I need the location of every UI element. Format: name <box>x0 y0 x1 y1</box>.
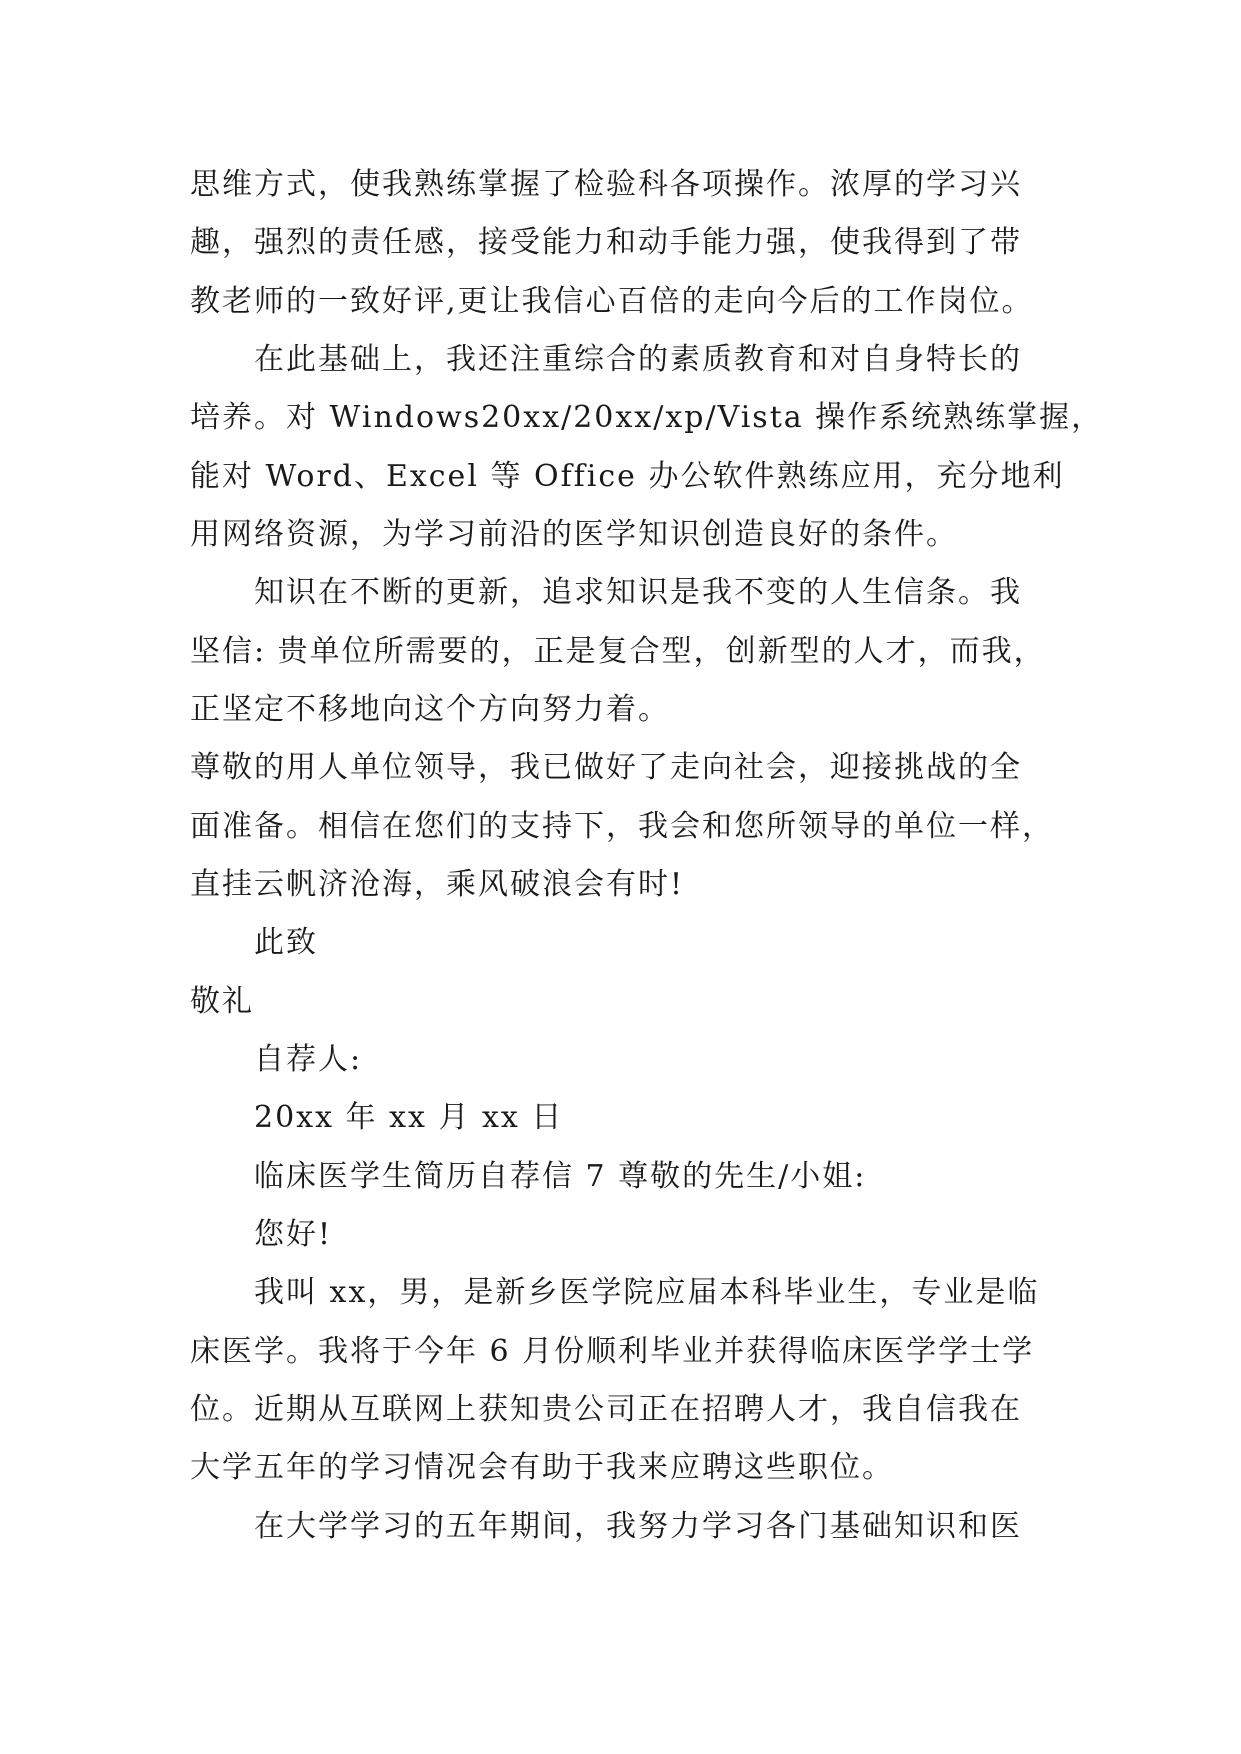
paragraph-start-line: 知识在不断的更新，追求知识是我不变的人生信条。我 <box>254 575 1022 610</box>
text-line: 大学五年的学习情况会有助于我来应聘这些职位。 <box>190 1450 894 1485</box>
text-line: 趣，强烈的责任感，接受能力和动手能力强，使我得到了带 <box>190 225 1022 260</box>
text-line: 位。近期从互联网上获知贵公司正在招聘人才，我自信我在 <box>190 1392 1022 1427</box>
text-line: 思维方式，使我熟练掌握了检验科各项操作。浓厚的学习兴 <box>190 167 1022 202</box>
heading-line: 临床医学生简历自荐信 7 尊敬的先生/小姐: <box>254 1159 867 1194</box>
text-line: 床医学。我将于今年 6 月份顺利毕业并获得临床医学学士学 <box>190 1334 1035 1369</box>
closing-line: 此致 <box>254 925 318 960</box>
text-line: 培养。对 Windows20xx/20xx/xp/Vista 操作系统熟练掌握， <box>190 400 1104 435</box>
text-line: 教老师的一致好评,更让我信心百倍的走向今后的工作岗位。 <box>190 284 1034 319</box>
greeting-line: 您好! <box>254 1217 333 1252</box>
text-line: 尊敬的用人单位领导，我已做好了走向社会，迎接挑战的全 <box>190 750 1022 785</box>
text-line: 正坚定不移地向这个方向努力着。 <box>190 692 670 727</box>
paragraph-start-line: 在大学学习的五年期间，我努力学习各门基础知识和医 <box>254 1509 1022 1544</box>
text-line: 用网络资源，为学习前沿的医学知识创造良好的条件。 <box>190 517 958 552</box>
signature-line: 自荐人: <box>254 1042 363 1077</box>
salutation-line: 敬礼 <box>190 984 254 1019</box>
paragraph-start-line: 在此基础上，我还注重综合的素质教育和对自身特长的 <box>254 342 1022 377</box>
text-line: 坚信: 贵单位所需要的，正是复合型，创新型的人才，而我， <box>190 634 1046 669</box>
text-line: 能对 Word、Excel 等 Office 办公软件熟练应用，充分地利 <box>190 459 1065 494</box>
text-line: 面准备。相信在您们的支持下，我会和您所领导的单位一样， <box>190 809 1054 844</box>
date-line: 20xx 年 xx 月 xx 日 <box>254 1100 564 1135</box>
text-line: 直挂云帆济沧海，乘风破浪会有时! <box>190 867 685 902</box>
paragraph-start-line: 我叫 xx，男，是新乡医学院应届本科毕业生，专业是临 <box>254 1275 1040 1310</box>
